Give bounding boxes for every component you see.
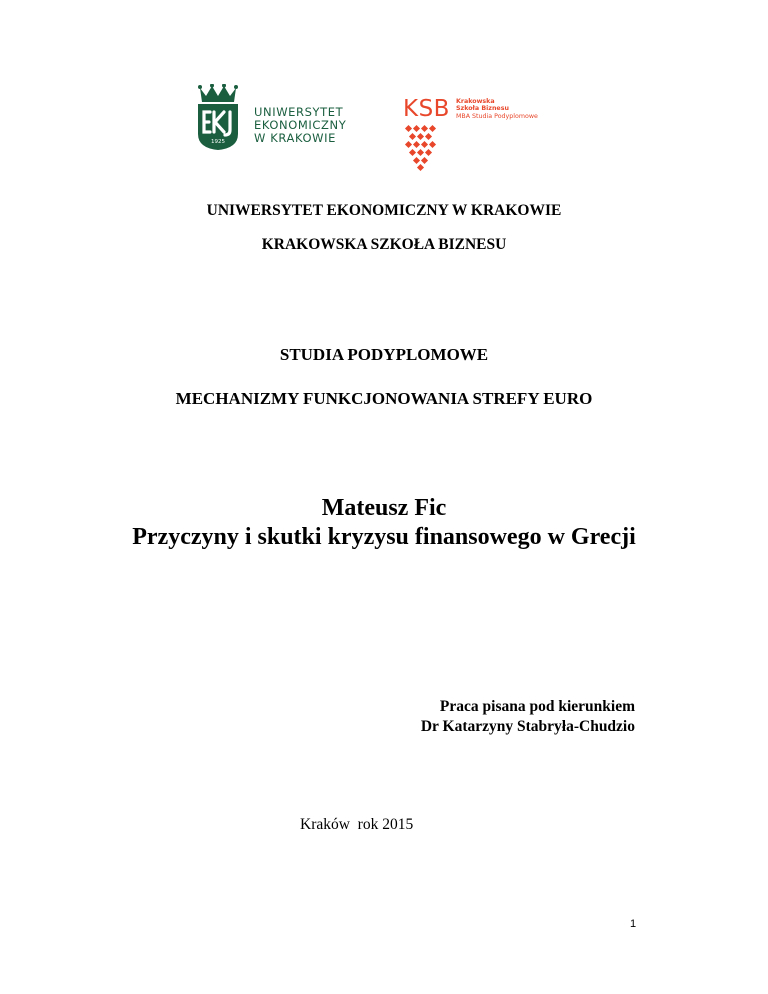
- program-name: MECHANIZMY FUNKCJONOWANIA STREFY EURO: [175, 389, 593, 408]
- ksb-tag-line-1: Krakowska: [456, 98, 495, 105]
- supervision-label: Praca pisana pod kierunkiem: [439, 698, 635, 715]
- supervisor-name: Dr Katarzyny Stabryła-Chudzio: [420, 718, 635, 735]
- author-name: Mateusz Fic: [321, 495, 447, 521]
- uek-line-1: UNIWERSYTET: [254, 105, 344, 119]
- uek-line-3: W KRAKOWIE: [254, 131, 336, 145]
- ksb-tag-line-3: MBA Studia Podyplomowe: [456, 112, 538, 120]
- thesis-title: Przyczyny i skutki kryzysu finansowego w Grecji: [132, 524, 636, 550]
- diamond-pattern-icon: [405, 125, 436, 171]
- program-type: STUDIA PODYPLOMOWE: [279, 345, 489, 364]
- ksb-abbr: KSB: [403, 96, 450, 122]
- uek-wordmark: [254, 106, 346, 145]
- uek-year: 1925: [211, 139, 225, 145]
- school-name: KRAKOWSKA SZKOŁA BIZNESU: [261, 236, 507, 253]
- place-year: Kraków rok 2015: [300, 816, 414, 833]
- ksb-tag-line-2: Szkoła Biznesu: [456, 105, 509, 113]
- university-name: UNIWERSYTET EKONOMICZNY W KRAKOWIE: [206, 202, 562, 219]
- uek-line-2: EKONOMICZNY: [254, 118, 347, 132]
- supervisor-block: [421, 697, 635, 737]
- page-number: 1: [630, 918, 637, 930]
- crown-icon: [198, 84, 238, 102]
- ksb-tagline: [456, 98, 538, 120]
